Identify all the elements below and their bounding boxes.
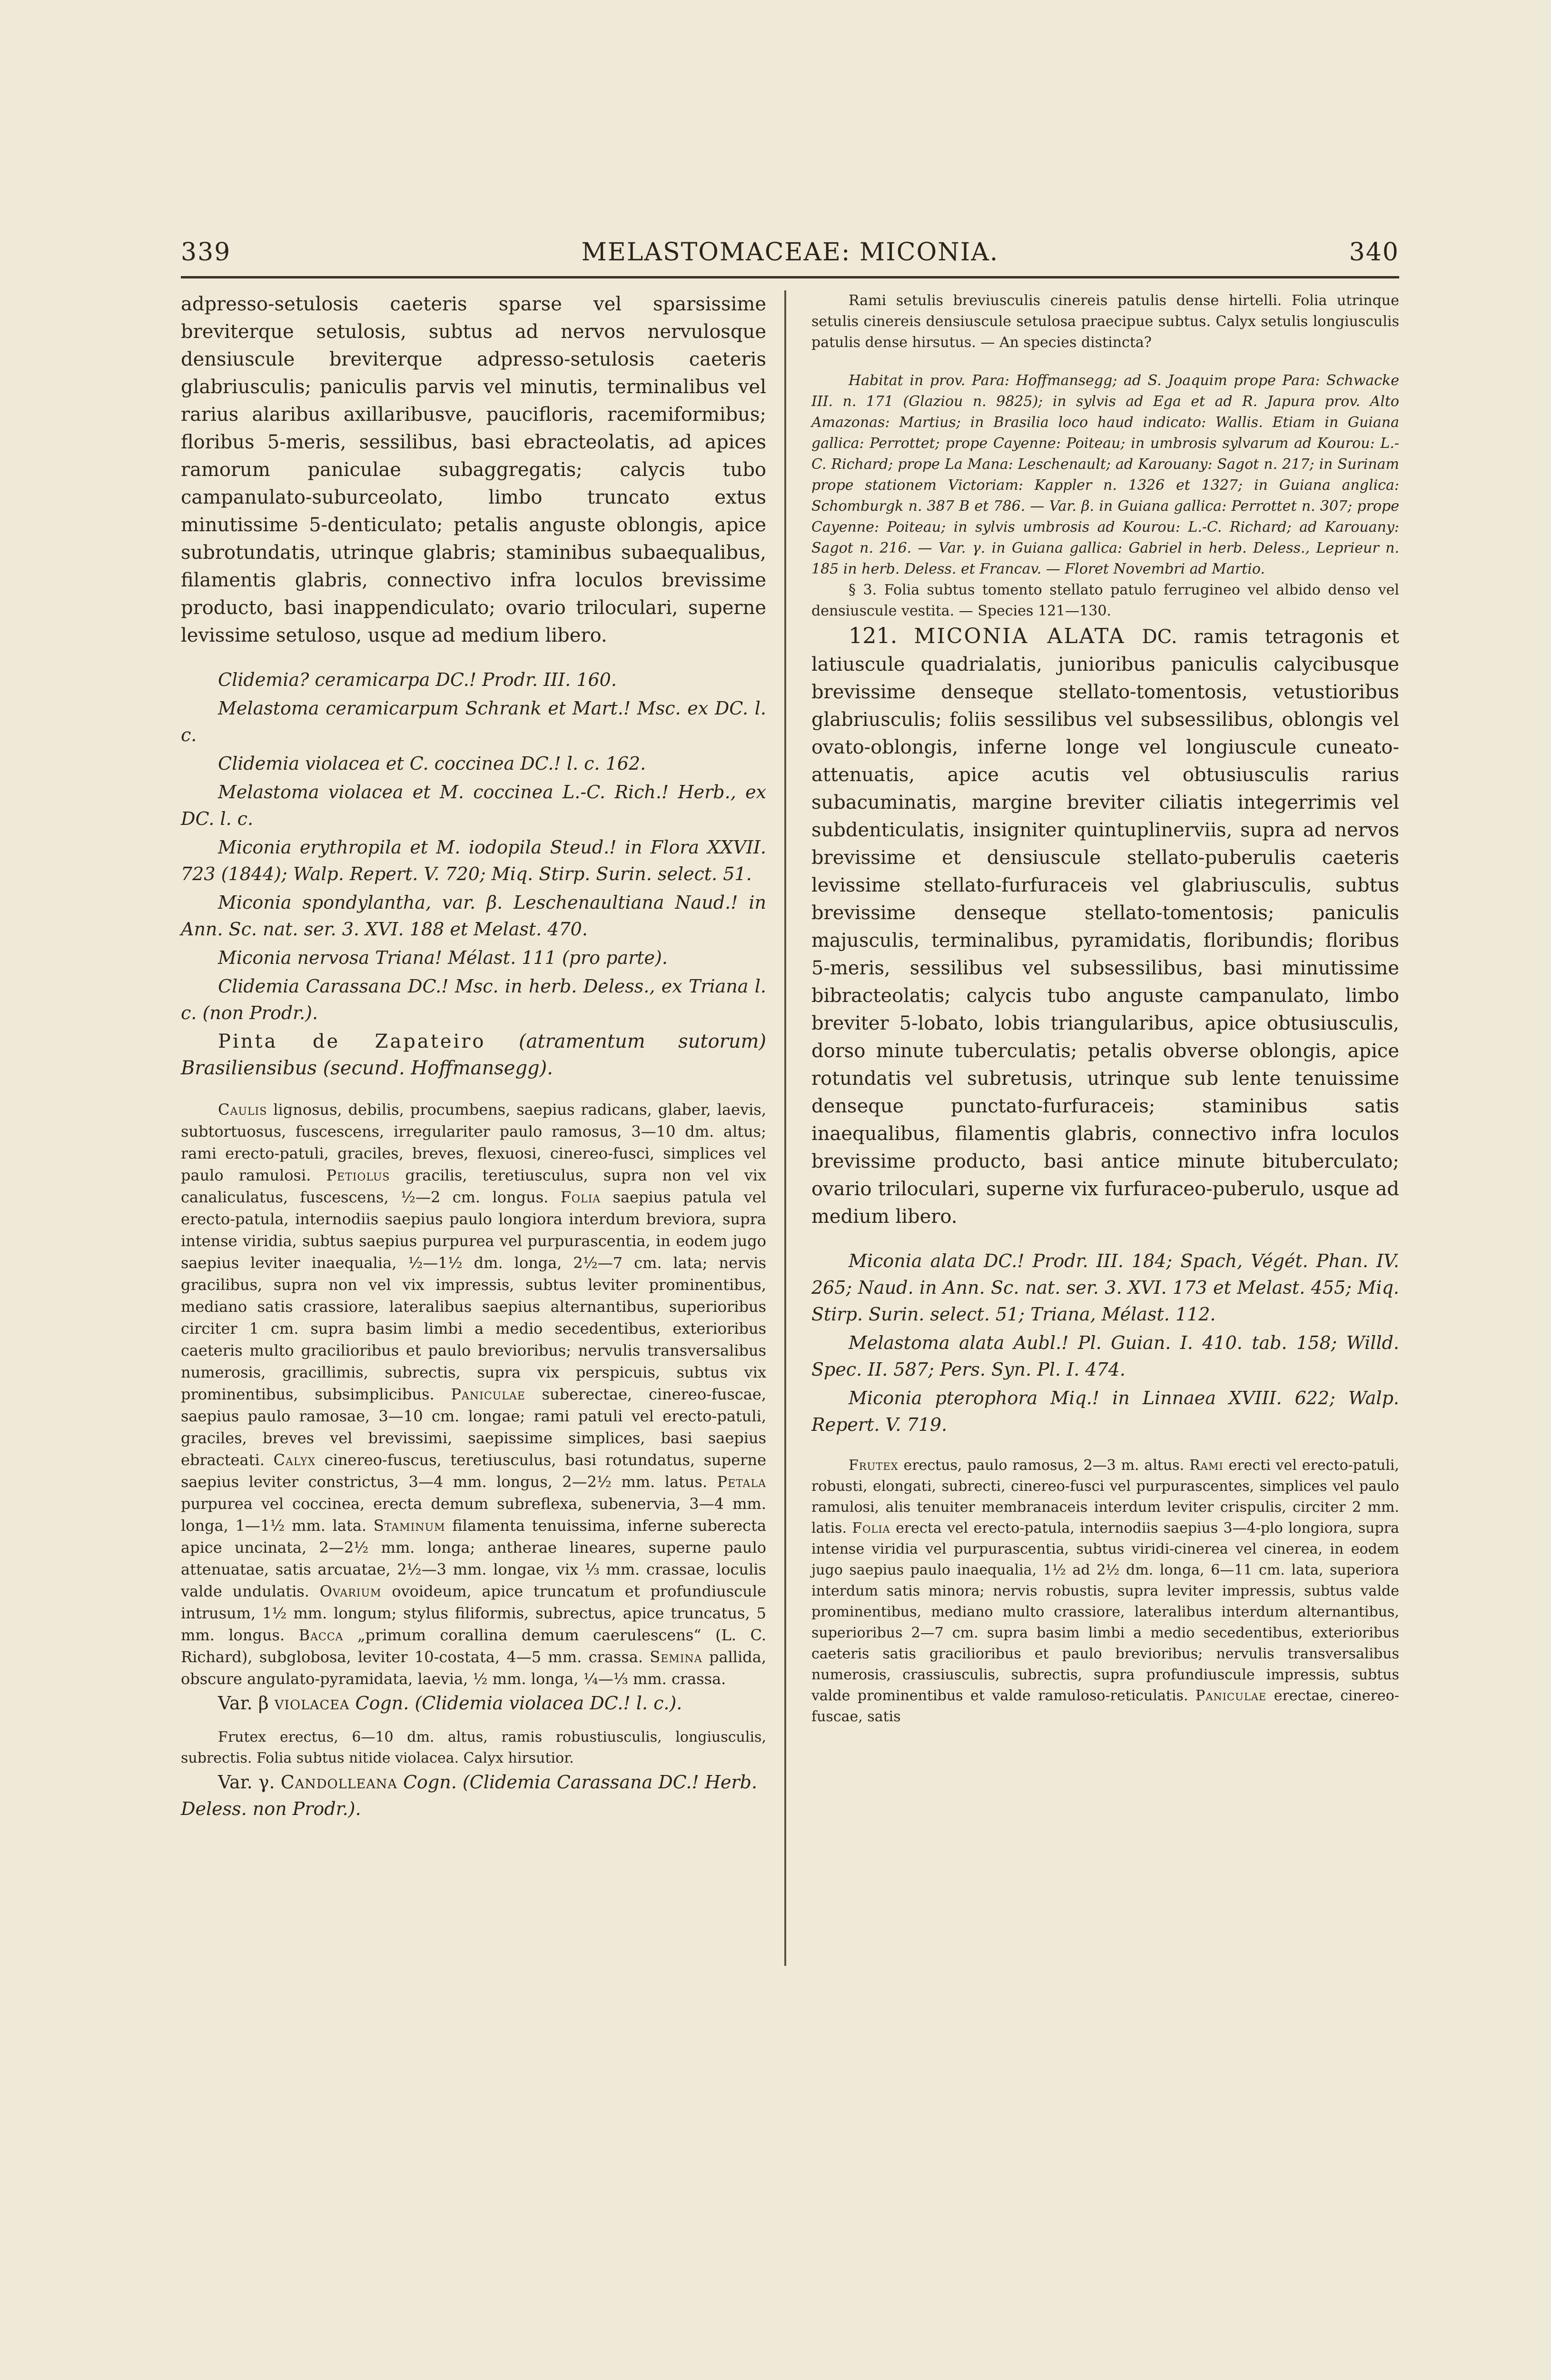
species-entry (811, 622, 1399, 1230)
synonym-list (811, 1248, 1399, 1438)
running-header (181, 238, 1399, 271)
column-divider (784, 290, 786, 1966)
variety-beta-heading: Var. β violacea Cogn. (Clidemia violacea DC.! l. c.). (218, 1693, 682, 1714)
species-author: DC. (1142, 626, 1177, 648)
synonym: Melastoma ceramicarpum Schrank et Mart.! Msc. ex DC. l. c. (181, 698, 766, 745)
synonym: Melastoma violacea et M. coccinea L.-C. Rich.! Herb., ex DC. l. c. (181, 782, 766, 829)
page-number-right: 340 (1349, 238, 1399, 267)
vernacular-note: (atramentum sutorum) Brasiliensibus (secund. Hoffmansegg). (181, 1031, 767, 1079)
habitat-paragraph: Habitat in prov. Para: Hoffmansegg; ad S. Joaquim prope Para: Schwacke III. n. 171 (Glaziou n. 9825); in sylvis ad Ega et ad R. Japura prov. Alto Amazonas: Martius; in Brasilia loco haud indicato: Wallis. Etiam in Guiana gallica: Perrottet; prope Cayenne: Poiteau; in umbrosis sylvarum ad Kourou: L.-C. Richard; prope La Mana: Leschenault; ad Karouany: Sagot n. 217; in Surinam prope stationem Victoriam: Kappler n. 1326 et 1327; in Guiana anglica: Schomburgk n. 387 B et 786. — Var. β. in Guiana gallica: Perrottet n. 307; prope Cayenne: Poiteau; in sylvis umbrosis ad Kourou: L.-C. Richard; ad Karouany: Sagot n. 216. — Var. γ. in Guiana gallica: Gabriel in herb. Deless., Leprieur n. 185 in herb. Deless. et Francav. — Floret Novembri ad Martio. (811, 372, 1399, 577)
species-number: 121. (849, 623, 898, 648)
right-column (811, 290, 1399, 1727)
variety-gamma-heading: Var. γ. Candolleana Cogn. (Clidemia Carassana DC.! Herb. Deless. non Prodr.). (181, 1772, 758, 1819)
species-diagnosis: ramis tetragonis et latiuscule quadrialatis, junioribus paniculis calycibusque brevissime denseque stellato-tomentosis, vetustioribus glabriusculis; foliis sessilibus vel subsessilibus, oblongis vel ovato-oblongis, inferne longe vel longiuscule cuneato-attenuatis, apice acutis vel obtusiusculis rarius subacuminatis, margine breviter ciliatis integerrimis vel subdenticulatis, insigniter quintuplinerviis, supra ad nervos brevissime et densiuscule stellato-puberulis caeteris levissime stellato-furfuraceis vel glabriusculis, subtus brevissime denseque stellato-tomentosis; paniculis majusculis, terminalibus, pyramidatis, floribundis; floribus 5-meris, sessilibus vel subsessilibus, basi minutissime bibracteolatis; calycis tubo anguste campanulato, limbo breviter 5-lobato, lobis triangularibus, apice obtusiusculis, dorso minute tuberculatis; petalis obverse oblongis, apice rotundatis vel subretusis, utrinque sub lente tenuissime denseque punctato-furfuraceis; staminibus satis inaequalibus, filamentis glabris, connectivo infra loculos brevissime producto, basi antice minute bituberculato; ovario triloculari, superne vix furfuraceo-puberulo, usque ad medium libero. (811, 626, 1399, 1228)
species-name: MICONIA ALATA (914, 624, 1126, 648)
synonym: Miconia nervosa Triana! Mélast. 111 (pro parte). (218, 947, 668, 968)
page-number-left: 339 (181, 238, 231, 267)
synonym: Clidemia Carassana DC.! Msc. in herb. Deless., ex Triana l. c. (non Prodr.). (181, 976, 766, 1023)
synonym: Miconia pterophora Miq.! in Linnaea XVIII. 622; Walp. Repert. V. 719. (811, 1388, 1399, 1435)
header-rule (181, 276, 1399, 278)
section-heading: § 3. Folia subtus tomento stellato patulo ferrugineo vel albido denso vel densiuscule vestita. — Species 121—130. (811, 582, 1399, 619)
morphology-paragraph: Frutex erectus, paulo ramosus, 2—3 m. altus. Rami erecti vel erecto-patuli, robusti, elongati, subrecti, cinereo-fusci vel purpurascentes, simplices vel paulo ramulosi, alis tenuiter membranaceis interdum leviter crispulis, circiter 2 mm. latis. Folia erecta vel erecto-patula, internodiis saepius 3—4-plo longiora, supra intense viridia vel purpurascentia, subtus viridi-cinerea vel cinerea, in eodem jugo saepius paulo inaequalia, 1½ ad 2½ dm. longa, 6—11 cm. lata, superiora interdum satis minora; nervis robustis, supra leviter impressis, subtus valde prominentibus, mediano multo crassiore, lateralibus interdum alternantibus, superioribus 2—7 cm. supra basim limbi a medio secedentibus, exterioribus caeteris satis gracilioribus et paulo brevioribus; nervulis transversalibus numerosis, crassiusculis, subrectis, supra profundiuscule impressis, subtus valde prominentibus et valde ramuloso-reticulatis. Paniculae erectae, cinereo-fuscae, satis (811, 1457, 1399, 1725)
synonym: Miconia spondylantha, var. β. Leschenaultiana Naud.! in Ann. Sc. nat. ser. 3. XVI. 188 et Melast. 470. (181, 892, 766, 940)
synonym: Melastoma alata Aubl.! Pl. Guian. I. 410. tab. 158; Willd. Spec. II. 587; Pers. Syn. Pl. I. 474. (811, 1332, 1399, 1380)
synonym: Miconia alata DC.! Prodr. III. 184; Spach, Végét. Phan. IV. 265; Naud. in Ann. Sc. nat. ser. 3. XVI. 173 et Melast. 455; Miq. Stirp. Surin. select. 51; Triana, Mélast. 112. (811, 1250, 1399, 1325)
left-column (181, 290, 766, 1822)
synonym: Clidemia? ceramicarpa DC.! Prodr. III. 160. (218, 669, 617, 690)
synonym: Clidemia violacea et C. coccinea DC.! l. c. 162. (218, 753, 646, 774)
variety-beta-description: Frutex erectus, 6—10 dm. altus, ramis robustiusculis, longiusculis, subrectis. Folia subtus nitide violacea. Calyx hirsutior. (181, 1729, 766, 1766)
synonym-list (181, 666, 766, 1026)
vernacular-name (181, 1028, 766, 1081)
species-description: adpresso-setulosis caeteris sparse vel sparsissime breviterque setulosis, subtus ad nervos nervulosque densiuscule breviterque adpresso-setulosis caeteris glabriusculis; paniculis parvis vel minutis, terminalibus vel rarius alaribus axillaribusve, paucifloris, racemiformibus; floribus 5-meris, sessilibus, basi ebracteolatis, ad apices ramorum paniculae subaggregatis; calycis tubo campanulato-suburceolato, limbo truncato extus minutissime 5-denticulato; petalis anguste oblongis, apice subrotundatis, utrinque glabris; staminibus subaequalibus, filamentis glabris, connectivo infra loculos brevissime producto, basi inappendiculato; ovario triloculari, superne levissime setuloso, usque ad medium libero. (181, 293, 766, 646)
running-title: MELASTOMACEAE: MICONIA. (581, 238, 999, 267)
variety-gamma-description: Rami setulis breviusculis cinereis patulis dense hirtelli. Folia utrinque setulis cinereis densiuscule setulosa praecipue subtus. Calyx setulis longiusculis patulis dense hirsutus. — An species distincta? (811, 292, 1399, 351)
morphology-paragraph: Caulis lignosus, debilis, procumbens, saepius radicans, glaber, laevis, subtortuosus, fuscescens, irregulariter paulo ramosus, 3—10 dm. altus; rami erecto-patuli, graciles, breves, flexuosi, cinereo-fusci, simplices vel paulo ramulosi. Petiolus gracilis, teretiusculus, supra non vel vix canaliculatus, fuscescens, ½—2 cm. longus. Folia saepius patula vel erecto-patula, internodiis saepius paulo longiora interdum breviora, supra intense viridia, subtus saepius purpurea vel purpurascentia, in eodem jugo saepius leviter inaequalia, ½—1½ dm. longa, 2½—7 cm. lata; nervis gracilibus, supra non vel vix impressis, subtus leviter prominentibus, mediano satis crassiore, lateralibus saepius alternantibus, superioribus circiter 1 cm. supra basim limbi a medio secedentibus, exterioribus caeteris multo gracilioribus et paulo brevioribus; nervulis transversalibus numerosis, gracillimis, subrectis, supra vix perspicuis, subtus vix prominentibus, subsimplicibus. Paniculae suberectae, cinereo-fuscae, saepius paulo ramosae, 3—10 cm. longae; rami patuli vel erecto-patuli, graciles, breves vel brevissimi, saepissime simplices, basi saepius ebracteati. Calyx cinereo-fuscus, teretiusculus, basi rotundatus, superne saepius leviter constrictus, 3—4 mm. longus, 2—2½ mm. latus. Petala purpurea vel coccinea, erecta demum subreflexa, subenervia, 3—4 mm. longa, 1—1½ mm. lata. Staminum filamenta tenuissima, inferne suberecta apice uncinata, 2—2½ mm. longa; antherae lineares, superne paulo attenuatae, satis arcuatae, 2½—3 mm. longae, vix ⅓ mm. crassae, loculis valde undulatis. Ovarium ovoideum, apice truncatum et profundiuscule intrusum, 1½ mm. longum; stylus filiformis, subrectus, apice truncatus, 5 mm. longus. Bacca „primum corallina demum caerulescens“ (L. C. Richard), subglobosa, leviter 10-costata, 4—5 mm. crassa. Semina pallida, obscure angulato-pyramidata, laevia, ½ mm. longa, ¼—⅓ mm. crassa. (181, 1101, 767, 1688)
vernacular-term: Pinta de Zapateiro (218, 1031, 486, 1052)
synonym: Miconia erythropila et M. iodopila Steud.! in Flora XXVII. 723 (1844); Walp. Repert. V. 720; Miq. Stirp. Surin. select. 51. (181, 837, 766, 884)
